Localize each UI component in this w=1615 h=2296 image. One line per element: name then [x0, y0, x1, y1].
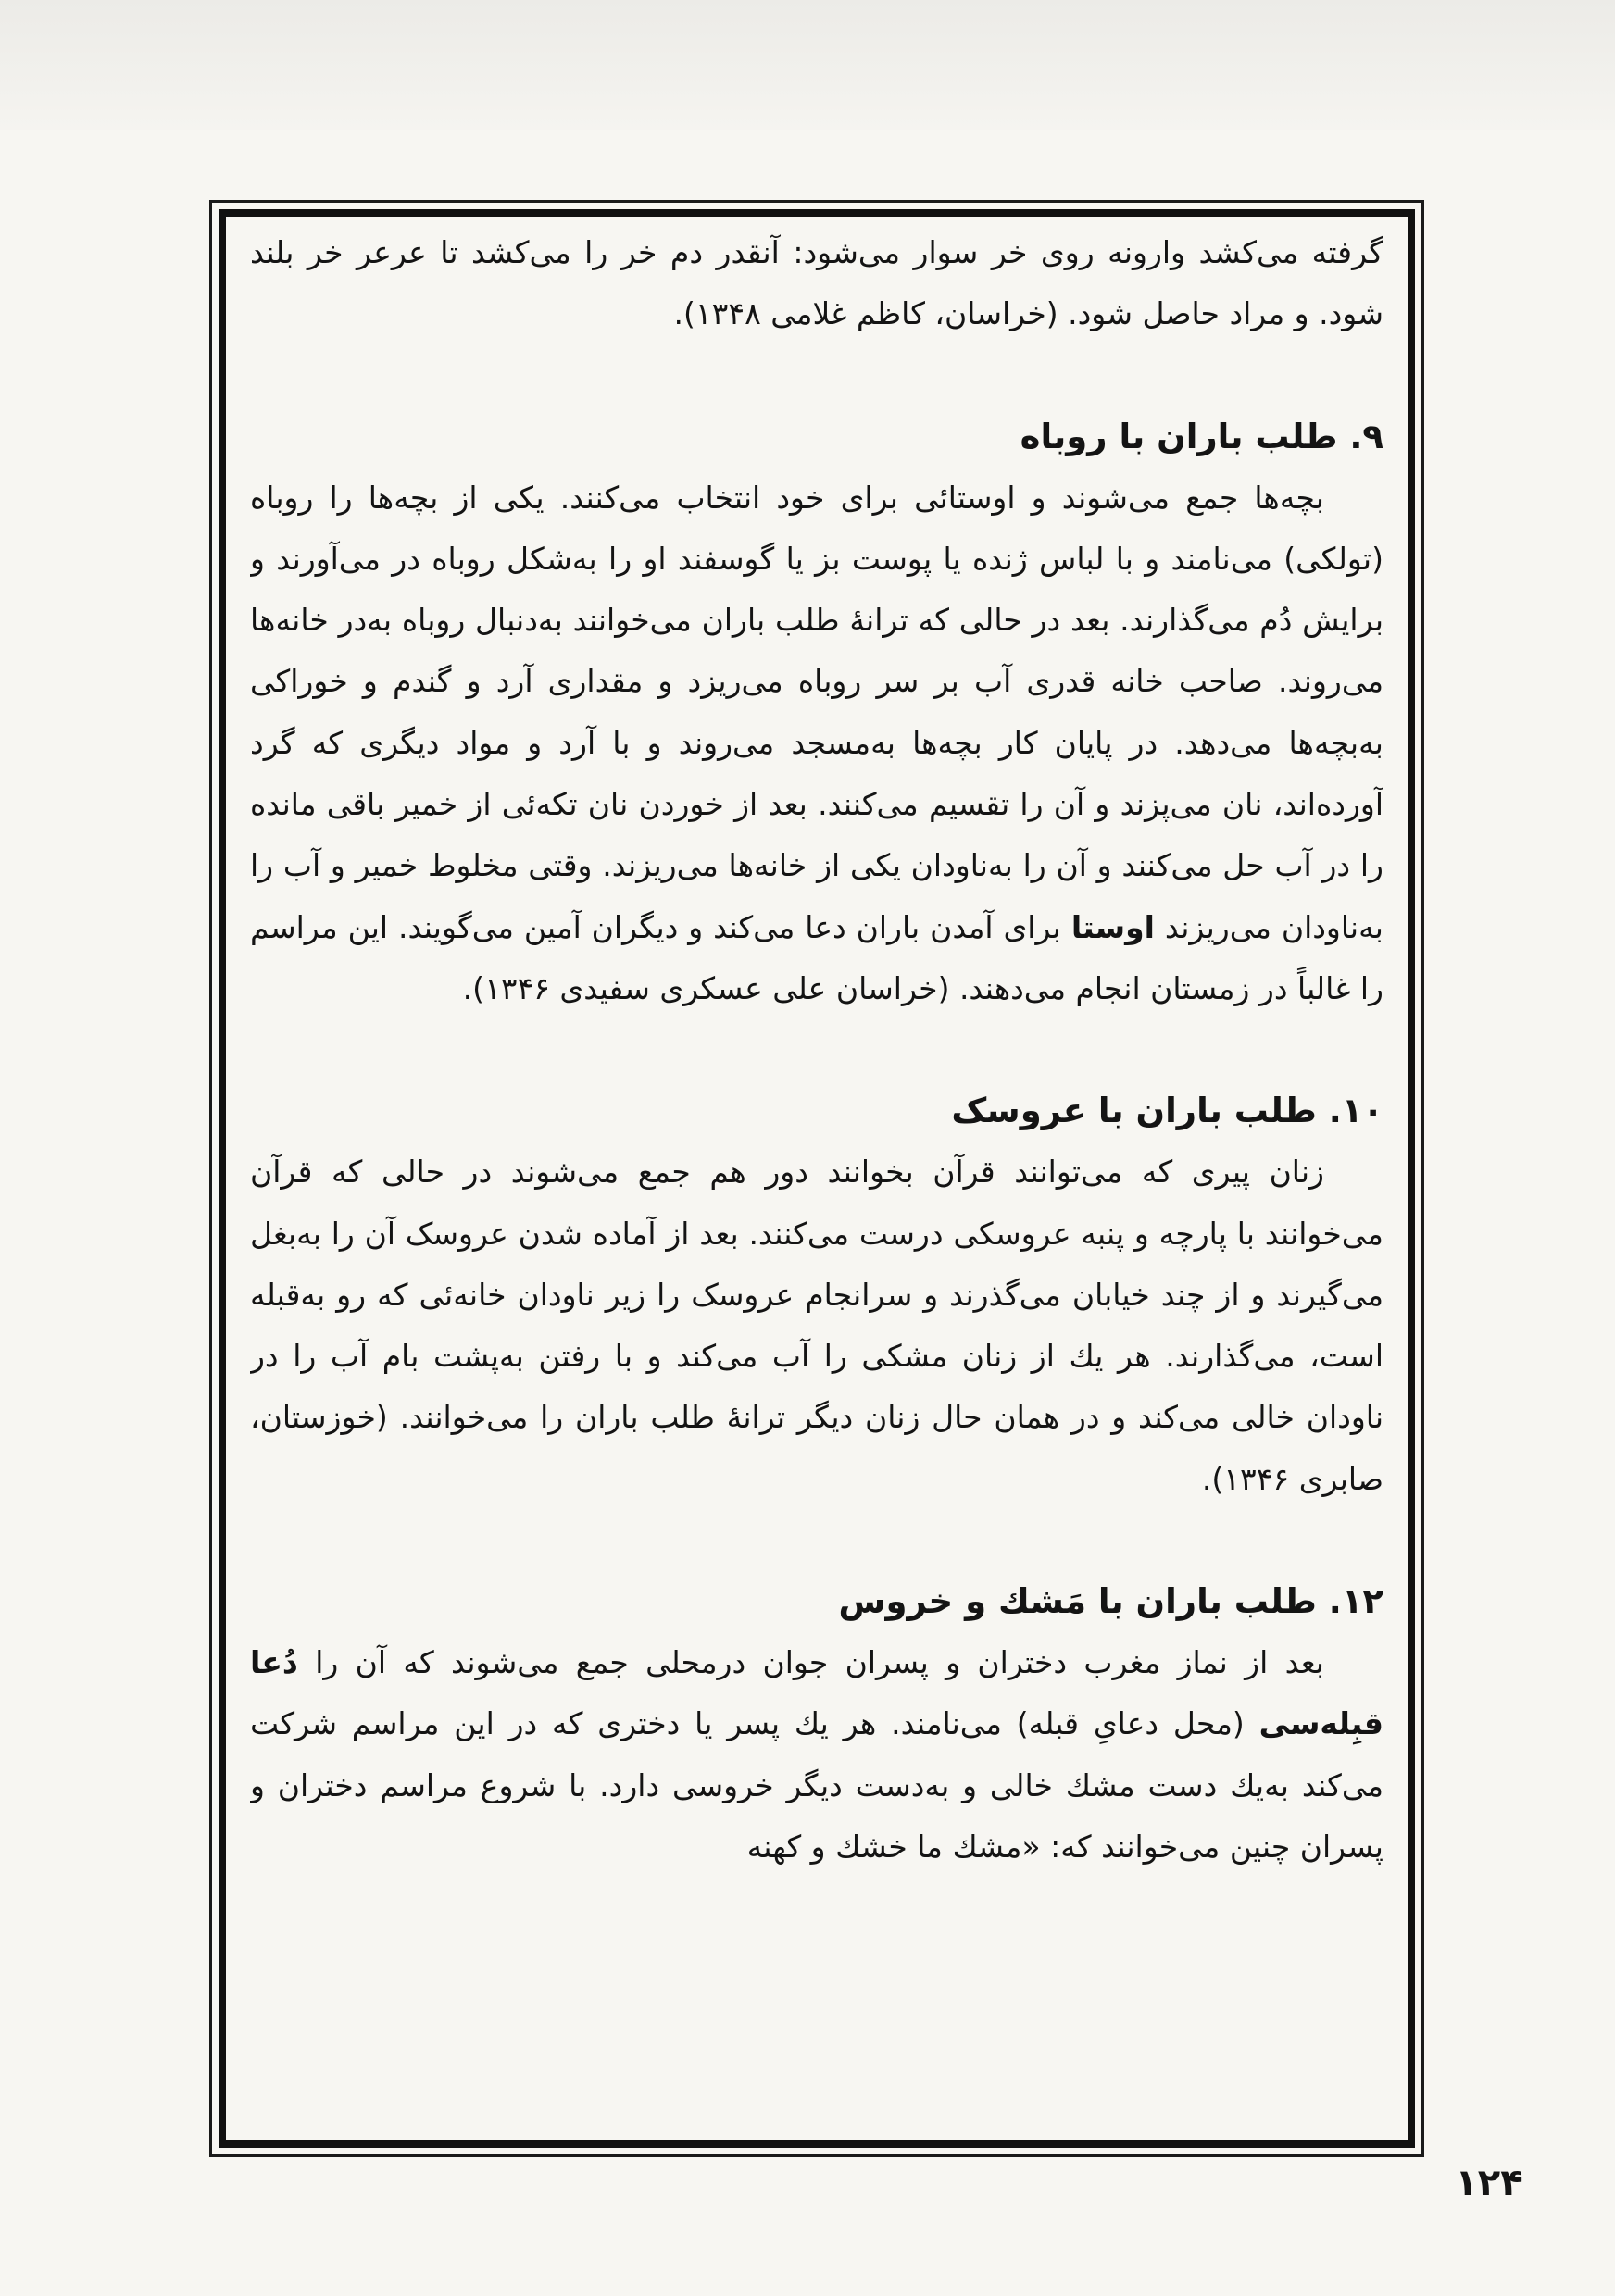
page-top-fold — [0, 0, 1615, 130]
page-number: ۱۲۴ — [1455, 2162, 1523, 2204]
section-12-text-rest: (محل دعایِ قبله) می‌نامند. هر یك پسر یا دختری که در این مراسم شرکت می‌کند به‌یك دست مشك خالی و به‌دست دیگر خروسی دارد. با شروع مراسم دختران و پسران چنین می‌خوانند که: «مشك ما خشك و کهنه — [250, 1705, 1383, 1865]
section-9-bold-word: اوستا — [1070, 908, 1155, 945]
section-9-heading: ۹. طلب باران با روباه — [1020, 416, 1383, 456]
section-9-paragraph — [250, 468, 1383, 1020]
section-10-paragraph: زنان پیری که می‌توانند قرآن بخوانند دور هم جمع می‌شوند در حالی که قرآن می‌خوانند با پارچه و پنبه عروسکی درست می‌کنند. بعد از آماده شدن عروسک آن را به‌بغل می‌گیرند و از چند خیابان می‌گذرند و سرانجام عروسک را زیر ناودان خانه‌ئی که رو به‌قبله است، می‌گذارند. هر یك از زنان مشکی را آب می‌کند و با رفتن به‌پشت بام آب را در ناودان خالی می‌کند و در همان حال زنان دیگر ترانهٔ طلب باران را می‌خوانند. (خوزستان، صابری ۱۳۴۶). — [250, 1154, 1383, 1497]
section-12-paragraph — [250, 1632, 1383, 1878]
section-12-text-start: بعد از نماز مغرب دختران و پسران جوان درمحلی جمع می‌شوند که آن را — [315, 1644, 1324, 1681]
section-9-text-end: برای آمدن باران دعا می‌کند و دیگران آمین می‌گویند. این مراسم را غالباً در زمستان انجام می‌دهند. (خراسان علی عسکری سفیدی ۱۳۴۶). — [250, 908, 1383, 1006]
section-10-heading: ۱۰. طلب باران با عروسک — [951, 1091, 1383, 1131]
page-content — [250, 222, 1383, 2129]
intro-paragraph: گرفته می‌کشد وارونه روی خر سوار می‌شود: آنقدر دم خر را می‌کشد تا عرعر خر بلند شود. و مراد حاصل شود. (خراسان، کاظم غلامی ۱۳۴۸). — [250, 234, 1383, 332]
section-9-text: بچه‌ها جمع می‌شوند و اوستائی برای خود انتخاب می‌کنند. یکی از بچه‌ها را روباه (تولکی) می‌نامند و با لباس ژنده یا پوست بز یا گوسفند او را به‌شکل روباه در می‌آورند و برایش دُم می‌گذارند. بعد در حالی که ترانهٔ طلب باران می‌خوانند به‌دنبال روباه به‌در خانه‌ها می‌روند. صاحب خانه قدری آب بر سر روباه می‌ریزد و مقداری آرد و گندم و خوراکی به‌بچه‌ها می‌دهد. در پایان کار بچه‌ها به‌مسجد می‌روند و با آرد و مواد دیگری که گرد آورده‌اند، نان می‌پزند و آن را تقسیم می‌کنند. بعد از خوردن نان تکه‌ئی از خمیر باقی مانده را در آب حل می‌کنند و آن را به‌ناودان یکی از خانه‌ها می‌ریزند. وقتی مخلوط خمیر و آب را به‌ناودان می‌ریزند — [250, 479, 1383, 945]
section-12-heading: ۱۲. طلب باران با مَشك و خروس — [838, 1581, 1383, 1622]
section-12-bold-term: دُعا قبِله‌سی — [250, 1644, 1383, 1742]
